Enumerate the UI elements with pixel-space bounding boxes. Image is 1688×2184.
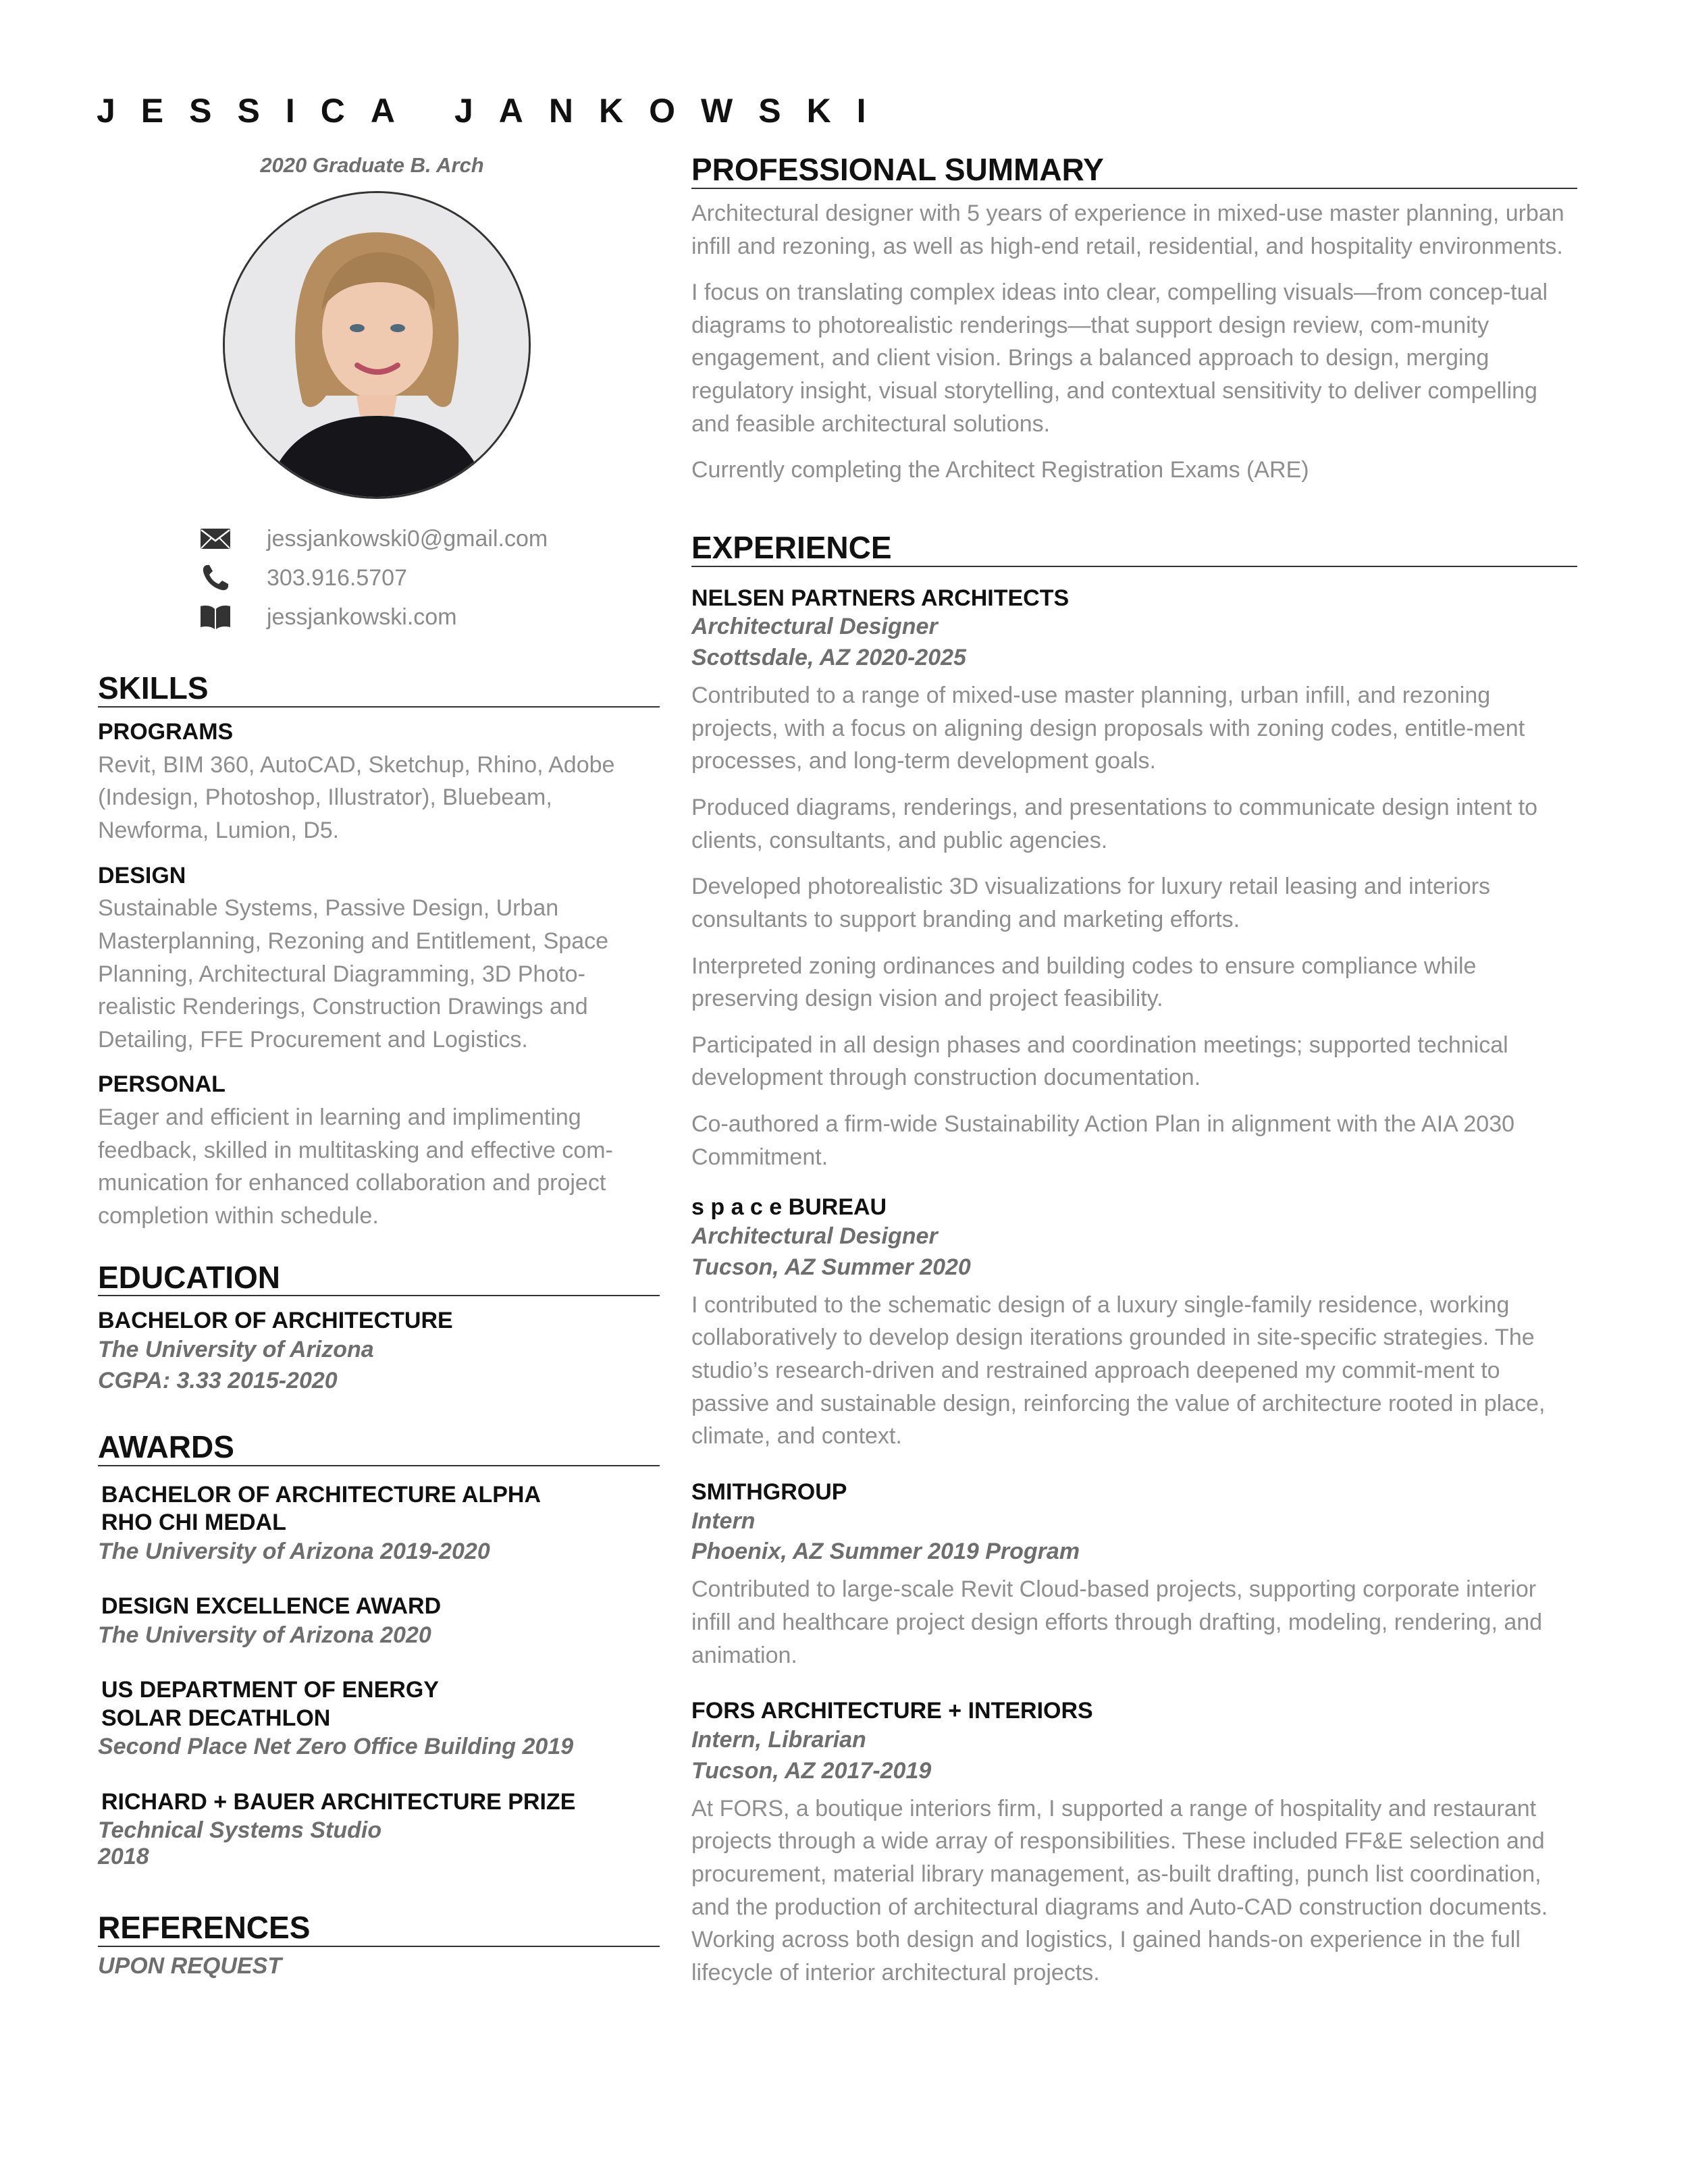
phone-icon (198, 563, 233, 593)
job-location: Tucson, AZ 2017-2019 (691, 1757, 932, 1784)
award-detail: Technical Systems Studio (98, 1817, 382, 1844)
award-item (98, 1593, 660, 1649)
left-column (98, 152, 660, 1982)
award-detail: The University of Arizona 2020 (98, 1622, 431, 1648)
programs-text: Revit, BIM 360, AutoCAD, Sketchup, Rhino, Adobe (Indesign, Photoshop, Illustrator), Bluebeam, Newforma, Lumion, D5. (98, 751, 615, 843)
education-detail: CGPA: 3.33 2015-2020 (98, 1368, 338, 1394)
job-paragraph: Contributed to a range of mixed-use master planning, urban infill, and rezoning projects, with a focus on aligning design proposals with zoning codes, entitle-ment processes, and long-term development goals. (691, 683, 1525, 774)
contact-email[interactable] (198, 519, 660, 558)
award-title-line1: US DEPARTMENT OF ENERGY (101, 1677, 439, 1703)
summary-paragraph: Currently completing the Architect Registration Exams (ARE) (691, 457, 1309, 483)
job-paragraph: Participated in all design phases and coordination meetings; supported technical development through construction documentation. (691, 1032, 1508, 1091)
contact-phone-text: 303.916.5707 (267, 564, 407, 591)
graduate-subtitle: 2020 Graduate B. Arch (260, 153, 484, 177)
education-school: The University of Arizona (98, 1337, 374, 1363)
award-item (98, 1676, 660, 1761)
job-paragraph: Interpreted zoning ordinances and building codes to ensure compliance while preserving design vision and project feasibility. (691, 953, 1477, 1012)
book-icon (198, 602, 233, 632)
programs-label: PROGRAMS (98, 718, 234, 745)
name-heading: JESSICA JANKOWSKI (97, 92, 892, 130)
job-paragraph: Co-authored a firm-wide Sustainability Action Plan in alignment with the AIA 2030 Commitment. (691, 1111, 1515, 1170)
profile-photo (223, 191, 531, 499)
education-heading: EDUCATION (98, 1260, 660, 1297)
contact-website[interactable] (198, 597, 660, 637)
award-title-line2: RHO CHI MEDAL (101, 1510, 286, 1536)
personal-text: Eager and efficient in learning and implimenting feedback, skilled in multitasking and effective com-munication for enhanced collaboration and project completion within schedule. (98, 1104, 613, 1229)
award-title-line1: DESIGN EXCELLENCE AWARD (101, 1593, 442, 1620)
personal-label: PERSONAL (98, 1071, 226, 1098)
award-detail-year: 2018 (98, 1843, 149, 1869)
experience-heading: EXPERIENCE (691, 530, 1577, 567)
job-company: NELSEN PARTNERS ARCHITECTS (691, 585, 1070, 611)
award-item (98, 1481, 660, 1566)
job-company: SMITHGROUP (691, 1479, 847, 1505)
job-role: Architectural Designer (691, 1223, 938, 1249)
job-location: Phoenix, AZ Summer 2019 Program (691, 1539, 1080, 1565)
references-text: UPON REQUEST (98, 1952, 282, 1979)
design-text: Sustainable Systems, Passive Design, Urban Masterplanning, Rezoning and Entitlement, Space Planning, Architectural Diagramming, 3D Photo-realistic Renderings, Construction Drawings and Detailing, FFE Procurement and Logistics. (98, 895, 609, 1053)
award-title-line2: SOLAR DECATHLON (101, 1705, 331, 1731)
job-company: FORS ARCHITECTURE + INTERIORS (691, 1698, 1093, 1724)
award-detail: The University of Arizona 2019-2020 (98, 1538, 490, 1564)
job-paragraph: Contributed to large-scale Revit Cloud-based projects, supporting corporate interior infill and healthcare project design efforts through drafting, modeling, rendering, and animation. (691, 1576, 1543, 1668)
summary-paragraph: Architectural designer with 5 years of experience in mixed-use master planning, urban infill and rezoning, as well as high-end retail, residential, and hospitality environments. (691, 200, 1564, 259)
job-paragraph: Developed photorealistic 3D visualizations for luxury retail leasing and interiors consultants to support branding and marketing efforts. (691, 874, 1491, 932)
job-paragraph: At FORS, a boutique interiors firm, I supported a range of hospitality and restaurant projects through a wide array of responsibilities. These included FF&E selection and procurement, material library management, as-built drafting, punch list coordination, and the production of architectural diagrams and Auto-CAD construction documents. Working across both design and logistics, I gained hands-on experience in the full lifecycle of interior architectural projects. (691, 1795, 1548, 1986)
contact-website-text: jessjankowski.com (267, 604, 457, 630)
right-column (691, 152, 1577, 1989)
job-location: Tucson, AZ Summer 2020 (691, 1254, 971, 1280)
job-company (691, 1194, 1577, 1221)
job-role: Intern (691, 1508, 756, 1534)
contact-list (198, 519, 660, 637)
job-company-prefix: s p a c e (691, 1194, 783, 1221)
award-detail: Second Place Net Zero Office Building 2019 (98, 1734, 574, 1760)
awards-heading: AWARDS (98, 1429, 660, 1466)
contact-email-text: jessjankowski0@gmail.com (267, 525, 548, 552)
summary-heading: PROFESSIONAL SUMMARY (691, 152, 1577, 189)
job-paragraph: I contributed to the schematic design of a luxury single-family residence, working collaboratively to develop design iterations grounded in site-specific strategies. The studio’s research-driven and restrained approach deepened my commit-ment to passive and sustainable design, reinforcing the value of architecture rooted in place, climate, and context. (691, 1291, 1546, 1449)
summary-paragraph: I focus on translating complex ideas into clear, compelling visuals—from concep-tual diagrams to photorealistic renderings—that support design review, com-munity engagement, and client vision. Brings a balanced approach to design, merging regulatory insight, visual storytelling, and contextual sensitivity to deliver compelling and feasible architectural solutions. (691, 279, 1548, 437)
design-label: DESIGN (98, 862, 186, 888)
job-paragraph: Produced diagrams, renderings, and presentations to communicate design intent to clients, consultants, and public agencies. (691, 795, 1538, 853)
references-heading: REFERENCES (98, 1910, 660, 1947)
award-item (98, 1788, 660, 1868)
job-role: Intern, Librarian (691, 1726, 866, 1753)
contact-phone[interactable] (198, 558, 660, 597)
education-degree: BACHELOR OF ARCHITECTURE (98, 1308, 453, 1334)
job-company-name: BUREAU (788, 1194, 887, 1221)
award-title-line1: BACHELOR OF ARCHITECTURE ALPHA (101, 1481, 542, 1508)
job-role: Architectural Designer (691, 614, 938, 640)
skills-heading: SKILLS (98, 670, 660, 708)
award-title-line1: RICHARD + BAUER ARCHITECTURE PRIZE (101, 1788, 576, 1815)
envelope-icon (198, 524, 233, 554)
job-location: Scottsdale, AZ 2020-2025 (691, 645, 966, 671)
